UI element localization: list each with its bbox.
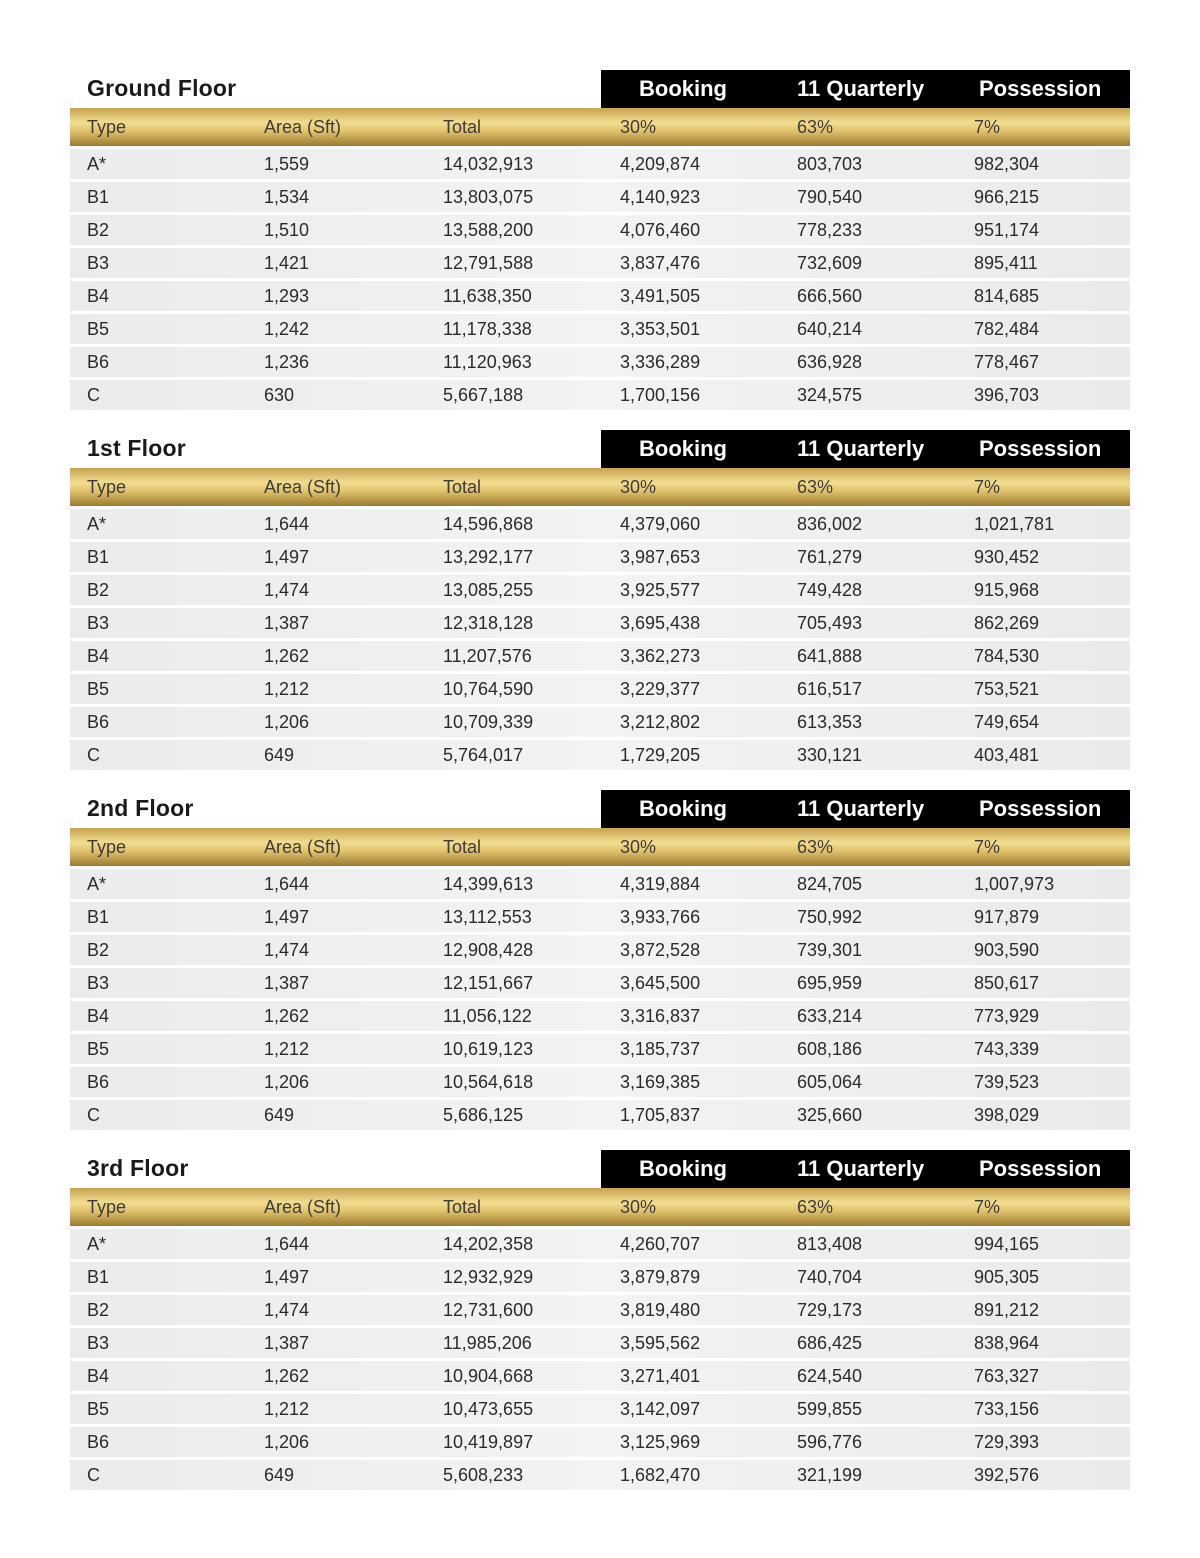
plan-header-possession: Possession	[979, 1156, 1102, 1181]
cell-possession-amount: 778,467	[974, 352, 1040, 372]
cell-quarterly-amount: 739,301	[797, 940, 863, 960]
floor-title: 2nd Floor	[87, 795, 194, 821]
cell-area: 1,262	[264, 1366, 310, 1386]
cell-booking-amount: 3,142,097	[620, 1399, 701, 1419]
cell-type: B1	[87, 1267, 110, 1287]
cell-possession-amount: 1,021,781	[974, 514, 1055, 534]
cell-possession-amount: 398,029	[974, 1105, 1040, 1125]
payment-plan-header	[601, 1150, 1130, 1188]
cell-booking-amount: 3,872,528	[620, 940, 701, 960]
floor-title-row	[70, 70, 1130, 108]
cell-area: 1,387	[264, 613, 310, 633]
cell-booking-amount: 3,695,438	[620, 613, 701, 633]
column-header-row	[70, 468, 1130, 506]
cell-possession-amount: 814,685	[974, 286, 1040, 306]
plan-header-booking: Booking	[639, 436, 727, 461]
cell-quarterly-amount: 732,609	[797, 253, 863, 273]
table-row	[70, 542, 1130, 572]
cell-quarterly-amount: 836,002	[797, 514, 863, 534]
cell-quarterly-amount: 824,705	[797, 874, 863, 894]
cell-area: 1,206	[264, 1072, 310, 1092]
cell-quarterly-amount: 324,575	[797, 385, 863, 405]
cell-type: B4	[87, 646, 110, 666]
cell-booking-amount: 3,595,562	[620, 1333, 701, 1353]
cell-quarterly-amount: 729,173	[797, 1300, 863, 1320]
cell-area: 1,497	[264, 547, 310, 567]
cell-booking-amount: 3,819,480	[620, 1300, 701, 1320]
cell-type: B4	[87, 1366, 110, 1386]
plan-header-booking: Booking	[639, 76, 727, 101]
cell-total: 13,292,177	[443, 547, 534, 567]
cell-quarterly-amount: 605,064	[797, 1072, 863, 1092]
floor-table	[70, 1150, 1130, 1490]
cell-area: 1,293	[264, 286, 310, 306]
plan-header-booking: Booking	[639, 796, 727, 821]
plan-header-quarterly: 11 Quarterly	[797, 1156, 925, 1181]
cell-booking-amount: 3,353,501	[620, 319, 701, 339]
price-sheet	[70, 70, 1130, 1510]
cell-total: 11,207,576	[443, 646, 532, 666]
table-row	[70, 641, 1130, 671]
cell-total: 14,399,613	[443, 874, 534, 894]
cell-possession-amount: 994,165	[974, 1234, 1040, 1254]
cell-type: B3	[87, 613, 110, 633]
cell-area: 649	[264, 745, 295, 765]
cell-total: 5,667,188	[443, 385, 524, 405]
table-row	[70, 1001, 1130, 1031]
cell-area: 1,387	[264, 973, 310, 993]
cell-quarterly-amount: 686,425	[797, 1333, 863, 1353]
cell-booking-amount: 3,229,377	[620, 679, 701, 699]
cell-total: 10,473,655	[443, 1399, 534, 1419]
cell-area: 1,474	[264, 940, 310, 960]
cell-booking-amount: 1,705,837	[620, 1105, 701, 1125]
table-body	[70, 506, 1130, 770]
cell-type: B2	[87, 220, 110, 240]
cell-booking-amount: 3,645,500	[620, 973, 701, 993]
cell-total: 11,638,350	[443, 286, 532, 306]
cell-type: B6	[87, 712, 110, 732]
table-row	[70, 608, 1130, 638]
column-header-area: Area (Sft)	[264, 1197, 342, 1217]
cell-area: 1,242	[264, 319, 310, 339]
column-header-type: Type	[87, 117, 127, 137]
cell-type: A*	[87, 874, 107, 894]
cell-quarterly-amount: 750,992	[797, 907, 863, 927]
cell-area: 1,474	[264, 580, 310, 600]
cell-quarterly-amount: 599,855	[797, 1399, 863, 1419]
floor-table	[70, 790, 1130, 1130]
column-header-total: Total	[443, 1197, 482, 1217]
cell-type: B5	[87, 319, 110, 339]
table-body	[70, 1226, 1130, 1490]
cell-quarterly-amount: 641,888	[797, 646, 863, 666]
cell-quarterly-amount: 616,517	[797, 679, 863, 699]
payment-plan-header	[601, 790, 1130, 828]
cell-total: 13,085,255	[443, 580, 534, 600]
cell-quarterly-amount: 640,214	[797, 319, 863, 339]
cell-booking-amount: 3,169,385	[620, 1072, 701, 1092]
cell-quarterly-amount: 790,540	[797, 187, 863, 207]
cell-type: B5	[87, 679, 110, 699]
cell-total: 12,908,428	[443, 940, 534, 960]
column-header-quarterly-amount: 63%	[797, 117, 834, 137]
table-row	[70, 1034, 1130, 1064]
cell-booking-amount: 3,987,653	[620, 547, 701, 567]
cell-quarterly-amount: 325,660	[797, 1105, 863, 1125]
cell-total: 12,932,929	[443, 1267, 534, 1287]
table-row	[70, 380, 1130, 410]
cell-total: 13,112,553	[443, 907, 532, 927]
cell-type: C	[87, 745, 100, 765]
cell-possession-amount: 850,617	[974, 973, 1040, 993]
column-header-quarterly-amount: 63%	[797, 837, 834, 857]
table-row	[70, 902, 1130, 932]
floor-table	[70, 430, 1130, 770]
cell-possession-amount: 403,481	[974, 745, 1040, 765]
cell-area: 1,206	[264, 1432, 310, 1452]
column-header-total: Total	[443, 117, 482, 137]
cell-type: B3	[87, 973, 110, 993]
table-row	[70, 1394, 1130, 1424]
cell-quarterly-amount: 608,186	[797, 1039, 863, 1059]
plan-header-possession: Possession	[979, 796, 1102, 821]
cell-possession-amount: 743,339	[974, 1039, 1040, 1059]
cell-area: 1,497	[264, 1267, 310, 1287]
cell-possession-amount: 763,327	[974, 1366, 1040, 1386]
cell-booking-amount: 3,125,969	[620, 1432, 701, 1452]
column-header-row	[70, 828, 1130, 866]
table-row	[70, 1229, 1130, 1259]
table-row	[70, 674, 1130, 704]
cell-total: 13,588,200	[443, 220, 534, 240]
cell-area: 1,212	[264, 1039, 310, 1059]
cell-booking-amount: 4,260,707	[620, 1234, 701, 1254]
column-header-booking-amount: 30%	[620, 1197, 657, 1217]
cell-quarterly-amount: 778,233	[797, 220, 863, 240]
plan-header-quarterly: 11 Quarterly	[797, 76, 925, 101]
table-row	[70, 1361, 1130, 1391]
cell-possession-amount: 782,484	[974, 319, 1040, 339]
column-header-possession-amount: 7%	[974, 1197, 1001, 1217]
column-header-possession-amount: 7%	[974, 477, 1001, 497]
cell-quarterly-amount: 695,959	[797, 973, 863, 993]
cell-total: 10,564,618	[443, 1072, 534, 1092]
cell-quarterly-amount: 666,560	[797, 286, 863, 306]
cell-quarterly-amount: 321,199	[797, 1465, 863, 1485]
cell-booking-amount: 4,319,884	[620, 874, 701, 894]
cell-quarterly-amount: 740,704	[797, 1267, 863, 1287]
cell-possession-amount: 930,452	[974, 547, 1040, 567]
cell-type: A*	[87, 514, 107, 534]
cell-booking-amount: 3,491,505	[620, 286, 701, 306]
cell-area: 1,212	[264, 679, 310, 699]
table-row	[70, 182, 1130, 212]
cell-quarterly-amount: 749,428	[797, 580, 863, 600]
cell-booking-amount: 4,140,923	[620, 187, 701, 207]
cell-total: 10,764,590	[443, 679, 534, 699]
table-row	[70, 968, 1130, 998]
column-header-quarterly-amount: 63%	[797, 477, 834, 497]
cell-area: 1,421	[264, 253, 310, 273]
cell-total: 14,596,868	[443, 514, 534, 534]
cell-total: 12,151,667	[443, 973, 534, 993]
plan-header-quarterly: 11 Quarterly	[797, 796, 925, 821]
cell-total: 5,764,017	[443, 745, 524, 765]
cell-total: 10,709,339	[443, 712, 534, 732]
cell-type: B6	[87, 1072, 110, 1092]
cell-quarterly-amount: 596,776	[797, 1432, 863, 1452]
cell-type: C	[87, 1465, 100, 1485]
column-header-booking-amount: 30%	[620, 837, 657, 857]
cell-possession-amount: 838,964	[974, 1333, 1040, 1353]
table-row	[70, 1262, 1130, 1292]
cell-total: 14,032,913	[443, 154, 534, 174]
table-row	[70, 347, 1130, 377]
cell-total: 13,803,075	[443, 187, 534, 207]
cell-area: 1,262	[264, 646, 310, 666]
cell-booking-amount: 1,682,470	[620, 1465, 701, 1485]
table-body	[70, 866, 1130, 1130]
column-header-possession-amount: 7%	[974, 117, 1001, 137]
cell-type: B6	[87, 1432, 110, 1452]
plan-header-possession: Possession	[979, 436, 1102, 461]
table-row	[70, 935, 1130, 965]
cell-area: 1,387	[264, 1333, 310, 1353]
cell-area: 1,644	[264, 874, 310, 894]
cell-area: 649	[264, 1105, 295, 1125]
cell-total: 12,731,600	[443, 1300, 534, 1320]
table-body	[70, 146, 1130, 410]
table-row	[70, 1295, 1130, 1325]
cell-booking-amount: 3,933,766	[620, 907, 701, 927]
cell-type: C	[87, 385, 100, 405]
column-header-row	[70, 108, 1130, 146]
cell-total: 10,619,123	[443, 1039, 534, 1059]
cell-type: B5	[87, 1399, 110, 1419]
cell-booking-amount: 3,271,401	[620, 1366, 701, 1386]
cell-type: A*	[87, 1234, 107, 1254]
cell-type: B4	[87, 286, 110, 306]
cell-quarterly-amount: 705,493	[797, 613, 863, 633]
cell-total: 11,120,963	[443, 352, 532, 372]
cell-total: 11,985,206	[443, 1333, 532, 1353]
table-row	[70, 1427, 1130, 1457]
column-header-quarterly-amount: 63%	[797, 1197, 834, 1217]
cell-total: 11,178,338	[443, 319, 532, 339]
table-row	[70, 1460, 1130, 1490]
cell-total: 5,608,233	[443, 1465, 524, 1485]
floor-title: 3rd Floor	[87, 1155, 189, 1181]
table-row	[70, 707, 1130, 737]
cell-quarterly-amount: 624,540	[797, 1366, 863, 1386]
table-row	[70, 281, 1130, 311]
cell-possession-amount: 966,215	[974, 187, 1040, 207]
cell-quarterly-amount: 330,121	[797, 745, 863, 765]
cell-possession-amount: 905,305	[974, 1267, 1040, 1287]
column-header-total: Total	[443, 837, 482, 857]
table-row	[70, 740, 1130, 770]
cell-type: B1	[87, 907, 110, 927]
floor-title-row	[70, 430, 1130, 468]
cell-type: B1	[87, 547, 110, 567]
cell-total: 10,904,668	[443, 1366, 534, 1386]
floor-title-row	[70, 790, 1130, 828]
cell-booking-amount: 1,700,156	[620, 385, 701, 405]
cell-possession-amount: 917,879	[974, 907, 1040, 927]
column-header-booking-amount: 30%	[620, 477, 657, 497]
cell-possession-amount: 392,576	[974, 1465, 1040, 1485]
cell-total: 12,318,128	[443, 613, 534, 633]
cell-type: B4	[87, 1006, 110, 1026]
cell-total: 14,202,358	[443, 1234, 534, 1254]
cell-possession-amount: 753,521	[974, 679, 1040, 699]
plan-header-quarterly: 11 Quarterly	[797, 436, 925, 461]
cell-area: 1,262	[264, 1006, 310, 1026]
cell-area: 1,236	[264, 352, 310, 372]
cell-booking-amount: 3,362,273	[620, 646, 701, 666]
column-header-total: Total	[443, 477, 482, 497]
cell-booking-amount: 3,316,837	[620, 1006, 701, 1026]
cell-possession-amount: 773,929	[974, 1006, 1040, 1026]
floor-title: Ground Floor	[87, 75, 237, 101]
table-row	[70, 215, 1130, 245]
cell-possession-amount: 739,523	[974, 1072, 1040, 1092]
cell-possession-amount: 903,590	[974, 940, 1040, 960]
table-row	[70, 248, 1130, 278]
table-row	[70, 1100, 1130, 1130]
cell-area: 1,497	[264, 907, 310, 927]
cell-possession-amount: 729,393	[974, 1432, 1040, 1452]
cell-quarterly-amount: 636,928	[797, 352, 863, 372]
cell-total: 11,056,122	[443, 1006, 532, 1026]
cell-possession-amount: 915,968	[974, 580, 1040, 600]
cell-type: C	[87, 1105, 100, 1125]
cell-booking-amount: 1,729,205	[620, 745, 701, 765]
cell-area: 1,644	[264, 514, 310, 534]
cell-type: B3	[87, 253, 110, 273]
cell-area: 649	[264, 1465, 295, 1485]
cell-possession-amount: 1,007,973	[974, 874, 1055, 894]
cell-quarterly-amount: 803,703	[797, 154, 863, 174]
column-header-row	[70, 1188, 1130, 1226]
floor-table	[70, 70, 1130, 410]
column-header-area: Area (Sft)	[264, 117, 342, 137]
cell-possession-amount: 982,304	[974, 154, 1040, 174]
cell-booking-amount: 3,336,289	[620, 352, 701, 372]
cell-possession-amount: 895,411	[974, 253, 1038, 273]
column-header-area: Area (Sft)	[264, 477, 342, 497]
cell-area: 1,534	[264, 187, 310, 207]
cell-quarterly-amount: 761,279	[797, 547, 863, 567]
cell-type: B6	[87, 352, 110, 372]
column-header-type: Type	[87, 477, 127, 497]
cell-area: 630	[264, 385, 295, 405]
cell-area: 1,559	[264, 154, 310, 174]
cell-possession-amount: 951,174	[974, 220, 1040, 240]
cell-booking-amount: 3,925,577	[620, 580, 701, 600]
cell-total: 12,791,588	[443, 253, 534, 273]
column-header-possession-amount: 7%	[974, 837, 1001, 857]
cell-area: 1,206	[264, 712, 310, 732]
cell-possession-amount: 784,530	[974, 646, 1040, 666]
cell-possession-amount: 733,156	[974, 1399, 1040, 1419]
column-header-area: Area (Sft)	[264, 837, 342, 857]
cell-total: 10,419,897	[443, 1432, 534, 1452]
cell-type: B2	[87, 1300, 110, 1320]
cell-quarterly-amount: 813,408	[797, 1234, 863, 1254]
cell-booking-amount: 3,212,802	[620, 712, 701, 732]
cell-area: 1,212	[264, 1399, 310, 1419]
payment-plan-header	[601, 430, 1130, 468]
column-header-type: Type	[87, 837, 127, 857]
plan-header-booking: Booking	[639, 1156, 727, 1181]
column-header-type: Type	[87, 1197, 127, 1217]
cell-possession-amount: 396,703	[974, 385, 1040, 405]
table-row	[70, 1067, 1130, 1097]
cell-booking-amount: 3,185,737	[620, 1039, 701, 1059]
cell-area: 1,644	[264, 1234, 310, 1254]
cell-type: B2	[87, 580, 110, 600]
cell-quarterly-amount: 613,353	[797, 712, 863, 732]
plan-header-possession: Possession	[979, 76, 1102, 101]
cell-quarterly-amount: 633,214	[797, 1006, 863, 1026]
cell-booking-amount: 4,076,460	[620, 220, 701, 240]
table-row	[70, 1328, 1130, 1358]
floor-title-row	[70, 1150, 1130, 1188]
cell-possession-amount: 749,654	[974, 712, 1040, 732]
floor-title: 1st Floor	[87, 435, 186, 461]
cell-type: B1	[87, 187, 110, 207]
column-header-booking-amount: 30%	[620, 117, 657, 137]
cell-area: 1,474	[264, 1300, 310, 1320]
cell-type: B5	[87, 1039, 110, 1059]
cell-booking-amount: 4,379,060	[620, 514, 701, 534]
cell-area: 1,510	[264, 220, 310, 240]
cell-possession-amount: 891,212	[974, 1300, 1040, 1320]
cell-type: B2	[87, 940, 110, 960]
payment-plan-header	[601, 70, 1130, 108]
table-row	[70, 314, 1130, 344]
table-row	[70, 509, 1130, 539]
table-row	[70, 575, 1130, 605]
cell-type: B3	[87, 1333, 110, 1353]
cell-type: A*	[87, 154, 107, 174]
cell-booking-amount: 3,837,476	[620, 253, 701, 273]
table-row	[70, 149, 1130, 179]
cell-booking-amount: 3,879,879	[620, 1267, 701, 1287]
cell-booking-amount: 4,209,874	[620, 154, 701, 174]
cell-possession-amount: 862,269	[974, 613, 1040, 633]
cell-total: 5,686,125	[443, 1105, 524, 1125]
table-row	[70, 869, 1130, 899]
